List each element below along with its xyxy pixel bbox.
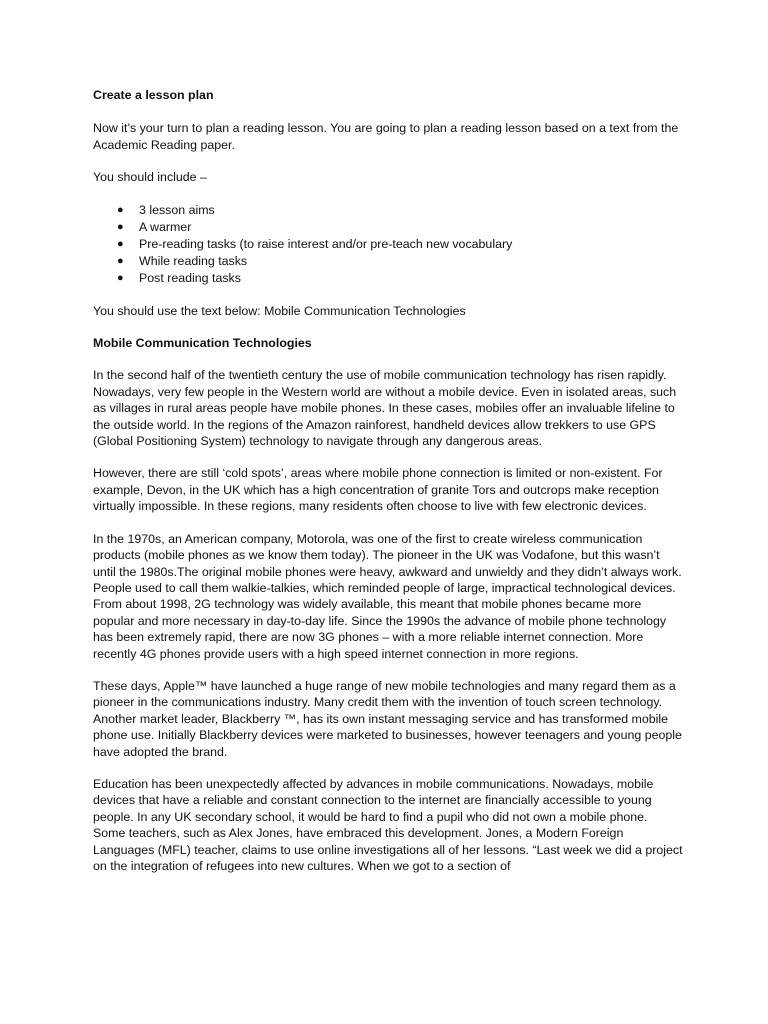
include-label: You should include –: [93, 170, 207, 185]
article-paragraph: In the 1970s, an American company, Motorola, was one of the first to create wireless communication products (mobile phones as we know them today). The pioneer in the UK was Vodafone, but this wasn’t until the 1980s.The original mobile phones were heavy, awkward and unwieldy and they didn’t always work. People used to call them walkie-talkies, which reminded people of large, impractical technological devices. From about 1998, 2G technology was widely available, this meant that mobile phones became more popular and more necessary in day-to-day life. Since the 1990s the advance of mobile phone technology has been extremely rapid, there are now 3G phones – with a more reliable internet connection. More recently 4G phones provide users with a high speed internet connection in more regions.: [93, 531, 682, 661]
article-paragraph: In the second half of the twentieth century the use of mobile communication technology has risen rapidly. Nowadays, very few people in the Western world are without a mobile device. Even in isolated areas, such as villages in rural areas people have mobile phones. In these cases, mobiles offer an invaluable lifeline to the outside world. In the regions of the Amazon rainforest, handheld devices allow trekkers to use GPS (Global Positioning System) technology to navigate through any dangerous areas.: [93, 368, 677, 449]
requirements-list: [93, 202, 683, 287]
list-item: [93, 270, 683, 287]
list-item: [93, 202, 683, 219]
bullet-icon: ●: [117, 271, 124, 284]
intro-paragraph: Now it’s your turn to plan a reading lesson. You are going to plan a reading lesson based on a text from the Academic Reading paper.: [93, 121, 679, 152]
bullet-icon: ●: [117, 254, 124, 267]
article-paragraph: However, there are still ‘cold spots’, areas where mobile phone connection is limited or non-existent. For example, Devon, in the UK which has a high concentration of granite Tors and outcrops make reception virtually impossible. In these regions, many residents often choose to live with few electronic devices.: [93, 466, 663, 514]
list-item-text: Pre-reading tasks (to raise interest and/or pre-teach new vocabulary: [139, 236, 513, 251]
list-item-text: While reading tasks: [139, 253, 248, 268]
list-item-text: A warmer: [139, 219, 192, 234]
list-item: [93, 236, 683, 253]
article-paragraph: Education has been unexpectedly affected by advances in mobile communications. Nowadays, mobile devices that have a reliable and constant connection to the internet are financially accessible to young people. In any UK secondary school, it would be hard to find a pupil who did not own a mobile phone. Some teachers, such as Alex Jones, have embraced this development. Jones, a Modern Foreign Languages (MFL) teacher, claims to use online investigations all of her lessons. “Last week we did a project on the integration of refugees into new cultures. When we got to a section of: [93, 776, 683, 873]
article-paragraph: These days, Apple™ have launched a huge range of new mobile technologies and many regard them as a pioneer in the communications industry. Many credit them with the invention of touch screen technology. Another market leader, Blackberry ™, has its own instant messaging service and has transformed mobile phone use. Initially Blackberry devices were marketed to businesses, however teenagers and young people have adopted the brand.: [93, 678, 682, 759]
list-item: [93, 219, 683, 236]
use-text-instruction: You should use the text below: Mobile Communication Technologies: [93, 303, 466, 318]
bullet-icon: ●: [117, 237, 124, 250]
page-title: Create a lesson plan: [93, 88, 214, 102]
list-item: [93, 253, 683, 270]
article-title: Mobile Communication Technologies: [93, 336, 312, 351]
list-item-text: Post reading tasks: [139, 270, 241, 285]
bullet-icon: ●: [117, 220, 124, 233]
list-item-text: 3 lesson aims: [139, 202, 215, 217]
bullet-icon: ●: [117, 203, 124, 216]
document-page: [93, 87, 683, 890]
